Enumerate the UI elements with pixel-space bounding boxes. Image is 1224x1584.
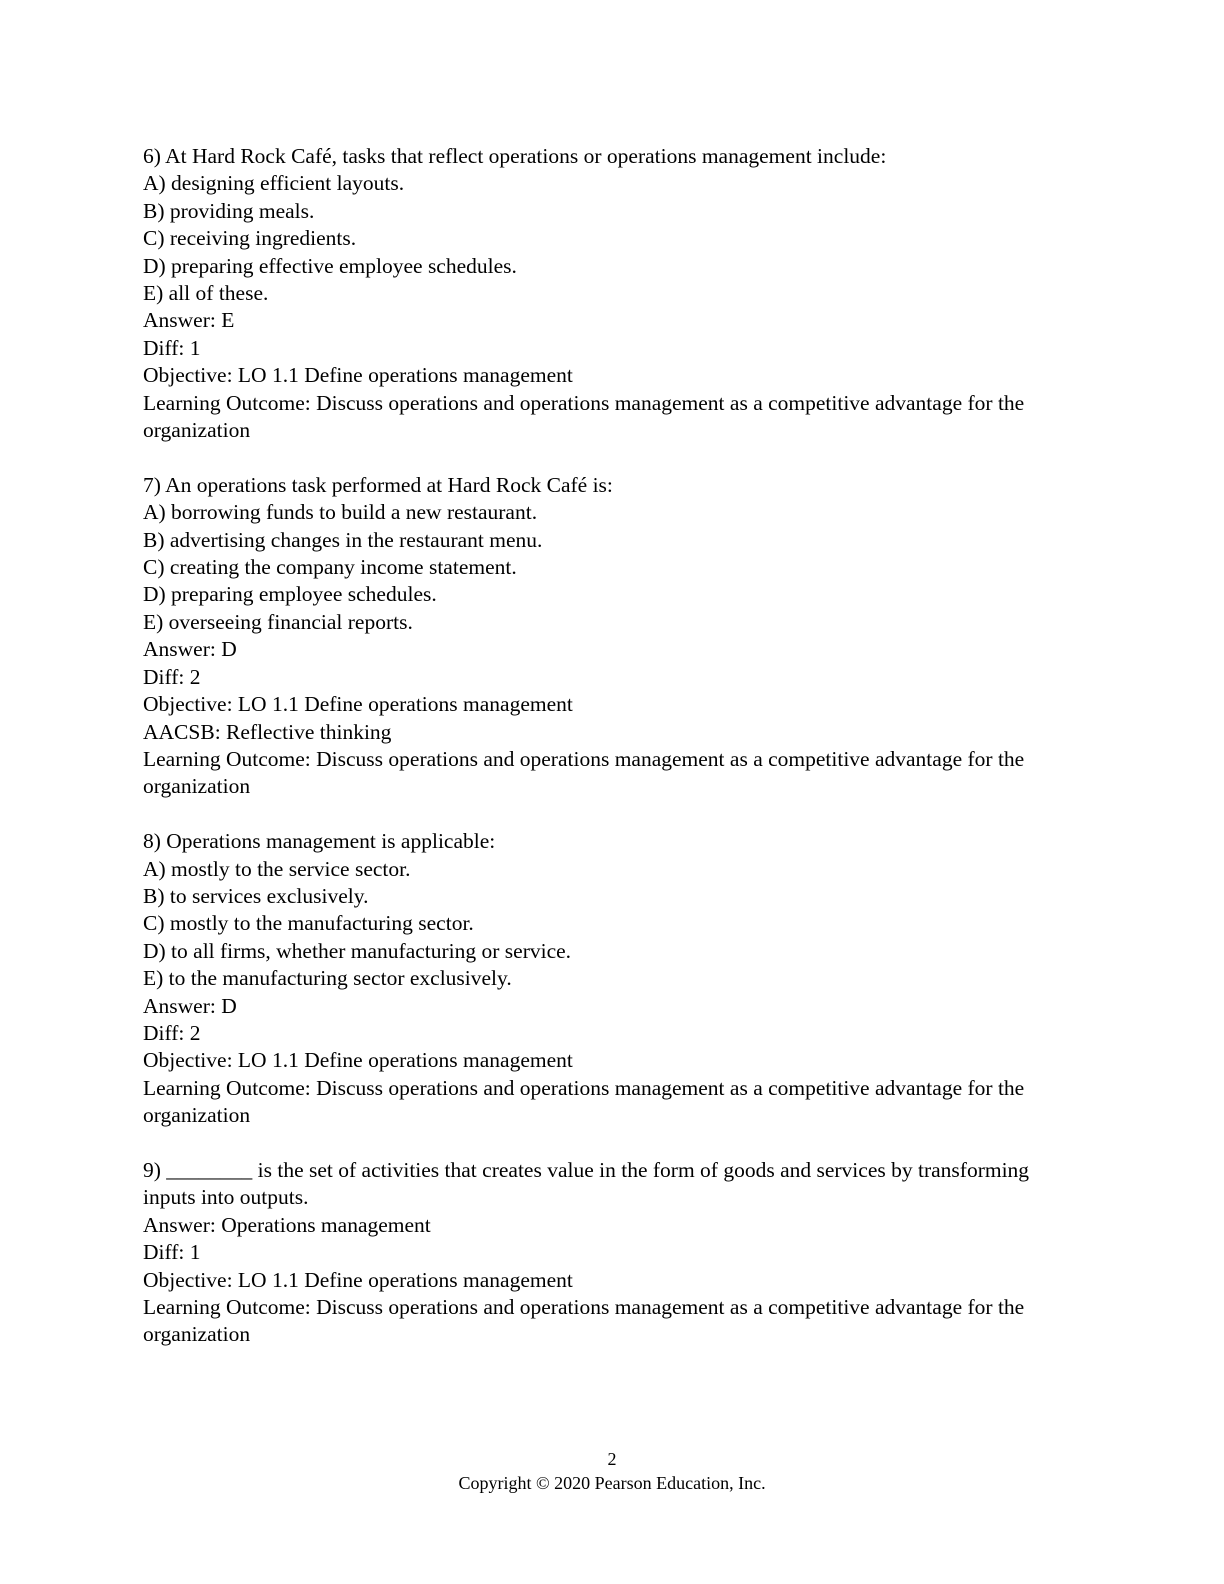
answer-option: C) receiving ingredients. [143,226,357,251]
answer-option: A) mostly to the service sector. [143,856,411,881]
objective: Objective: LO 1.1 Define operations management [143,363,573,388]
copyright-notice: Copyright © 2020 Pearson Education, Inc. [458,1473,766,1493]
question-9 [143,1157,1083,1349]
question-stem: 6) At Hard Rock Café, tasks that reflect operations or operations management include: [143,144,887,168]
answer-key: Answer: E [143,308,235,333]
aacsb: AACSB: Reflective thinking [143,719,392,744]
answer-option: C) mostly to the manufacturing sector. [143,911,474,936]
learning-outcome: Learning Outcome: Discuss operations and operations management as a competitive advantage for the organization [143,390,1025,443]
answer-option: A) designing efficient layouts. [143,171,405,196]
learning-outcome: Learning Outcome: Discuss operations and operations management as a competitive advantage for the organization [143,1075,1025,1128]
difficulty: Diff: 1 [143,1240,201,1265]
answer-option: D) preparing effective employee schedules. [143,253,517,278]
question-stem: 8) Operations management is applicable: [143,829,496,854]
question-6 [143,143,1083,444]
objective: Objective: LO 1.1 Define operations management [143,692,573,717]
answer-option: E) overseeing financial reports. [143,609,413,634]
answer-option: E) all of these. [143,281,269,306]
question-8 [143,828,1083,1129]
answer-option: A) borrowing funds to build a new restaurant. [143,500,538,525]
question-stem: 7) An operations task performed at Hard Rock Café is: [143,472,613,497]
difficulty: Diff: 2 [143,664,201,689]
page-number: 2 [607,1449,617,1469]
answer-key: Answer: D [143,637,237,662]
objective: Objective: LO 1.1 Define operations management [143,1048,573,1073]
learning-outcome: Learning Outcome: Discuss operations and operations management as a competitive advantage for the organization [143,1295,1025,1347]
objective: Objective: LO 1.1 Define operations management [143,1267,573,1292]
learning-outcome: Learning Outcome: Discuss operations and operations management as a competitive advantage for the organization [143,746,1025,799]
question-stem: 9) ________ is the set of activities that creates value in the form of goods and services by transforming inputs into outputs. [143,1157,1030,1210]
answer-option: B) to services exclusively. [143,883,369,908]
answer-option: B) advertising changes in the restaurant menu. [143,527,543,552]
answer-option: D) preparing employee schedules. [143,582,437,607]
answer-key: Answer: Operations management [143,1212,431,1237]
difficulty: Diff: 1 [143,335,201,360]
answer-option: B) providing meals. [143,198,315,223]
difficulty: Diff: 2 [143,1020,201,1045]
answer-option: E) to the manufacturing sector exclusively. [143,966,512,991]
question-7 [143,472,1083,801]
answer-option: D) to all firms, whether manufacturing or service. [143,938,572,963]
answer-option: C) creating the company income statement. [143,555,517,580]
answer-key: Answer: D [143,993,237,1018]
question-list [143,143,1083,1376]
